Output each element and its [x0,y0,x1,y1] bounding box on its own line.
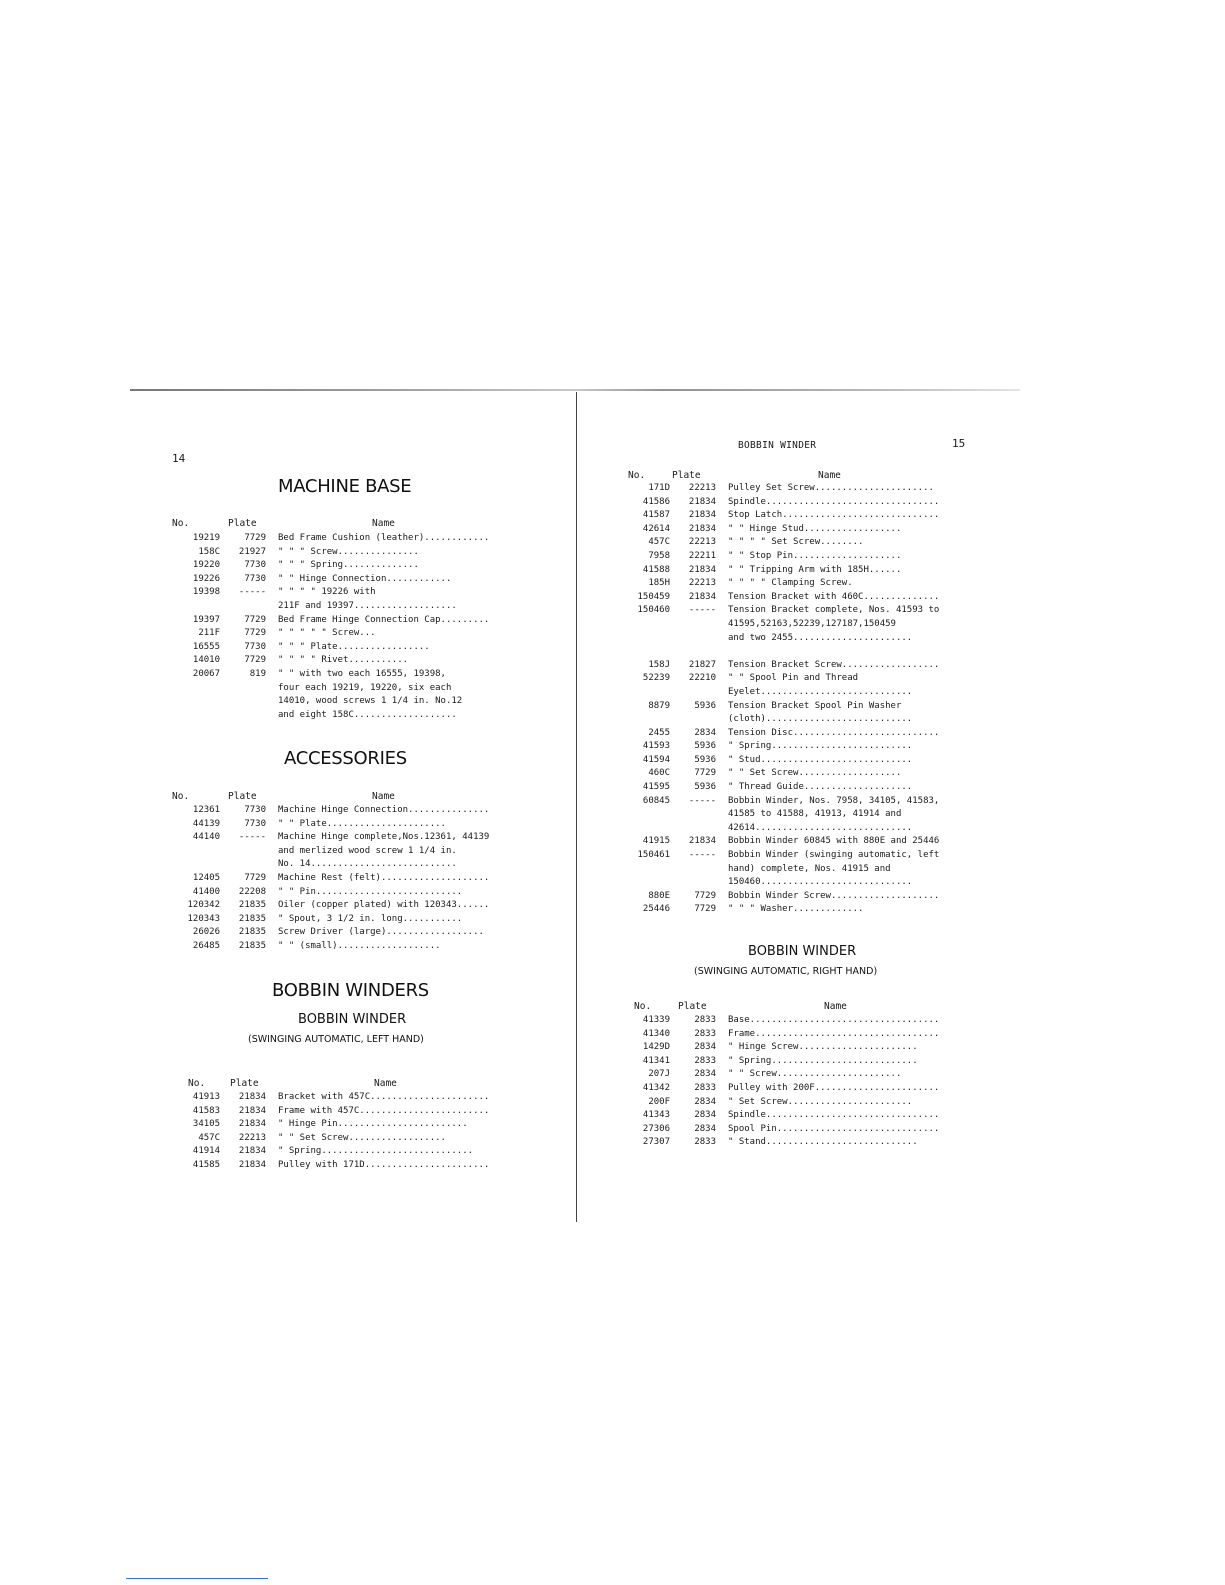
table-row [622,1123,982,1137]
plate-number: 21834 [688,836,716,847]
part-name: Bed Frame Cushion (leather)............ [278,533,490,543]
part-name: 14010, wood screws 1 1/4 in. No.12 [278,696,463,707]
table-row [622,1068,982,1082]
table-row [172,1132,532,1146]
header-plate: Plate [228,518,257,529]
table-row [172,695,532,709]
part-number: 44139 [192,818,220,829]
table-header [172,518,532,530]
plate-number: 7729 [694,904,716,915]
header-no: No. [172,518,190,529]
part-name: Tension Bracket Screw.................. [728,659,940,670]
part-name: " " Set Screw................... [728,768,902,779]
table-row [622,1055,982,1069]
parts-table-accessories [172,804,532,954]
table-row [622,1028,982,1042]
table-row [622,903,982,917]
plate-number: 7729 [244,628,266,639]
part-name: " " with two each 16555, 19398, [278,668,446,679]
table-row [622,686,982,700]
table-row [172,614,532,628]
header-name: Name [818,470,841,481]
part-name: Machine Hinge complete,Nos.12361, 44139 [278,832,490,843]
part-number: 41583 [192,1105,220,1116]
table-row [172,818,532,832]
part-name: Frame with 457C........................ [278,1105,490,1116]
part-name: " " Hinge Stud.................. [728,523,902,534]
plate-number: 21834 [238,1092,266,1102]
table-row [622,577,982,591]
part-name: Bracket with 457C...................... [278,1092,490,1102]
plate-number: 2834 [694,1110,716,1121]
part-number: 19219 [192,533,220,543]
plate-number: 2833 [694,1082,716,1093]
part-number: 460C [648,768,670,779]
plate-number: 22208 [238,886,266,897]
part-name: " Spring........................... [728,1055,918,1066]
table-row [172,1159,532,1173]
part-number: 41400 [192,886,220,897]
part-number: 27306 [642,1123,670,1134]
part-name: 211F and 19397................... [278,600,457,611]
plate-number: 22213 [688,537,716,548]
table-row [172,940,532,954]
plate-number: 2834 [694,1042,716,1053]
part-name: four each 19219, 19220, six each [278,682,452,693]
part-name: Tension Bracket complete, Nos. 41593 to [728,605,940,616]
part-number: 41585 [192,1159,220,1170]
part-number: 44140 [192,832,220,843]
table-row [622,536,982,550]
part-number: 158J [648,659,670,670]
plate-number: 5936 [694,700,716,711]
header-plate: Plate [228,791,257,802]
part-number: 880E [648,890,670,901]
part-number: 41341 [642,1055,670,1066]
part-name: 41595,52163,52239,127187,150459 [728,618,896,629]
part-number: 150460 [637,605,670,616]
part-name: " " Set Screw.................. [278,1132,446,1143]
table-row [622,713,982,727]
part-number: 457C [198,1132,220,1143]
table-row [622,876,982,890]
plate-number: 21835 [238,913,266,924]
part-name: " " " Plate................. [278,641,430,652]
part-name: Base................................... [728,1015,940,1025]
part-name: and two 2455...................... [728,632,913,643]
part-number: 26485 [192,940,220,951]
page-gutter [576,392,577,1222]
part-name: " Thread Guide.................... [728,782,913,793]
part-name: " " Pin........................... [278,886,463,897]
table-row [172,654,532,668]
part-name: " " " Washer............. [728,904,864,915]
parts-table-bobbin-winder-left-hand [172,1091,532,1173]
part-name: " " Screw....................... [728,1069,902,1080]
table-row [622,740,982,754]
part-name: " " " Screw............... [278,546,419,557]
part-number: 1429D [642,1042,670,1053]
part-number: 41587 [642,510,670,521]
part-name: Oiler (copper plated) with 120343...... [278,900,490,911]
part-name: Eyelet............................ [728,686,913,697]
part-number: 120343 [187,913,220,924]
part-name: " " Hinge Connection............ [278,573,452,584]
section-title-accessories: ACCESSORIES [284,748,407,769]
part-number: 26026 [192,927,220,938]
table-row [172,913,532,927]
plate-number: 2834 [694,1069,716,1080]
part-number: 41913 [192,1092,220,1102]
part-name: Bobbin Winder, Nos. 7958, 34105, 41583, [728,795,940,806]
part-number: 19220 [192,560,220,571]
part-name: Bed Frame Hinge Connection Cap......... [278,614,490,625]
running-head: BOBBIN WINDER [738,440,817,451]
table-row [622,618,982,632]
table-row [622,1096,982,1110]
table-row [172,872,532,886]
table-row [172,1145,532,1159]
parts-table-machine-base [172,532,532,722]
plate-number: 22213 [238,1132,266,1143]
part-name: " Spring.......................... [728,741,913,752]
header-name: Name [374,1078,397,1089]
plate-number: 7730 [244,560,266,571]
plate-number: ----- [688,850,716,861]
plate-number: 21834 [688,591,716,602]
plate-number: 21834 [688,496,716,507]
header-name: Name [372,791,395,802]
part-name: 41585 to 41588, 41913, 41914 and [728,809,902,820]
part-name: Tension Disc........................... [728,727,940,738]
part-number: 207J [648,1069,670,1080]
part-name: hand) complete, Nos. 41915 and [728,863,891,874]
table-row [622,835,982,849]
part-name: Bobbin Winder (swinging automatic, left [728,850,940,861]
table-row [622,659,982,673]
section-title-bobbin-winder-right: BOBBIN WINDER [748,944,857,959]
table-row [622,1041,982,1055]
bottom-rule [126,1578,268,1579]
plate-number: 21834 [238,1159,266,1170]
part-number: 120342 [187,900,220,911]
plate-number: 22213 [688,483,716,493]
part-number: 200F [648,1096,670,1107]
table-row [622,645,982,659]
plate-number: 7729 [694,768,716,779]
part-number: 41915 [642,836,670,847]
plate-number: 21835 [238,900,266,911]
header-no: No. [634,1001,652,1012]
section-caption: (SWINGING AUTOMATIC, RIGHT HAND) [694,966,878,977]
plate-number: 2833 [694,1137,716,1148]
part-number: 41342 [642,1082,670,1093]
part-number: 19397 [192,614,220,625]
part-number: 2455 [648,727,670,738]
table-row [622,767,982,781]
part-number: 16555 [192,641,220,652]
part-name: " " Spool Pin and Thread [728,673,859,684]
table-row [622,1109,982,1123]
part-name: " " Plate...................... [278,818,446,829]
part-number: 12405 [192,872,220,883]
part-number: 52239 [642,673,670,684]
part-number: 19226 [192,573,220,584]
part-number: 41586 [642,496,670,507]
table-row [172,858,532,872]
table-row [172,641,532,655]
table-header [628,470,988,482]
table-row [172,546,532,560]
part-name: Machine Rest (felt).................... [278,872,490,883]
header-plate: Plate [678,1001,707,1012]
part-number: 14010 [192,655,220,666]
plate-number: ----- [688,605,716,616]
plate-number: ----- [238,587,266,598]
plate-number: 21834 [238,1105,266,1116]
part-number: 41593 [642,741,670,752]
plate-number: 21835 [238,940,266,951]
table-row [172,1091,532,1105]
plate-number: 7729 [244,872,266,883]
part-name: " " " " " Screw... [278,628,376,639]
table-row [622,632,982,646]
part-name: Frame.................................. [728,1028,940,1039]
table-row [622,509,982,523]
table-row [172,926,532,940]
plate-number: ----- [688,795,716,806]
table-row [622,1014,982,1028]
plate-number: ----- [238,832,266,843]
table-row [622,890,982,904]
table-row [172,600,532,614]
plate-number: 5936 [694,782,716,793]
part-name: 150460............................ [728,877,913,888]
part-name: Screw Driver (large).................. [278,927,484,938]
parts-table-bobbin-winder-right-hand [622,1014,982,1150]
plate-number: 7730 [244,818,266,829]
table-row [622,672,982,686]
plate-number: 2834 [694,1096,716,1107]
part-number: 41595 [642,782,670,793]
plate-number: 22210 [688,673,716,684]
part-number: 41339 [642,1015,670,1025]
table-row [622,781,982,795]
table-row [622,863,982,877]
table-row [622,604,982,618]
part-name: Pulley with 200F....................... [728,1082,940,1093]
plate-number: 7729 [694,890,716,901]
header-no: No. [188,1078,206,1089]
part-name: No. 14........................... [278,859,457,870]
part-name: Pulley with 171D....................... [278,1159,490,1170]
part-number: 19398 [192,587,220,598]
table-row [622,523,982,537]
part-name: Spindle................................ [728,496,940,507]
header-name: Name [372,518,395,529]
plate-number: 2833 [694,1015,716,1025]
plate-number: 2834 [694,727,716,738]
plate-number: 21834 [238,1146,266,1157]
part-name: " " " " Rivet........... [278,655,409,666]
table-row [622,564,982,578]
header-plate: Plate [230,1078,259,1089]
table-row [622,795,982,809]
plate-number: 21834 [688,564,716,575]
table-row [172,682,532,696]
table-row [172,1118,532,1132]
table-row [622,496,982,510]
part-number: 41594 [642,754,670,765]
part-name: " Set Screw....................... [728,1096,913,1107]
plate-number: 21834 [238,1119,266,1130]
section-title-machine-base: MACHINE BASE [278,476,412,497]
part-number: 41343 [642,1110,670,1121]
part-name: " " (small)................... [278,940,441,951]
plate-number: 7729 [244,655,266,666]
part-number: 41914 [192,1146,220,1157]
table-row [172,831,532,845]
part-name: " " " " Set Screw........ [728,537,864,548]
table-row [172,586,532,600]
part-name: " Spout, 3 1/2 in. long........... [278,913,463,924]
table-row [622,591,982,605]
plate-number: 5936 [694,741,716,752]
part-name: Pulley Set Screw...................... [728,483,934,493]
table-row [622,808,982,822]
part-number: 7958 [648,550,670,561]
header-no: No. [628,470,646,481]
table-row [622,482,982,496]
section-title-bobbin-winders: BOBBIN WINDERS [272,980,429,1001]
page-number: 15 [952,437,966,450]
part-number: 27307 [642,1137,670,1148]
plate-number: 2833 [694,1055,716,1066]
part-name: and eight 158C................... [278,709,457,720]
part-name: Tension Bracket Spool Pin Washer [728,700,902,711]
part-name: (cloth)........................... [728,714,913,725]
table-row [172,709,532,723]
subsection-title: BOBBIN WINDER [298,1012,407,1027]
plate-number: 5936 [694,754,716,765]
part-number: 60845 [642,795,670,806]
part-number: 185H [648,578,670,589]
plate-number: 21834 [688,523,716,534]
table-row [622,822,982,836]
table-row [172,573,532,587]
table-header [188,1078,548,1090]
table-row [172,532,532,546]
part-number: 158C [198,546,220,557]
part-name: Bobbin Winder Screw.................... [728,890,940,901]
part-number: 41588 [642,564,670,575]
part-name: and merlized wood screw 1 1/4 in. [278,845,457,856]
table-row [172,845,532,859]
part-name: Spindle................................ [728,1110,940,1121]
table-row [172,1105,532,1119]
table-row [622,754,982,768]
plate-number: 7729 [244,533,266,543]
part-name: Stop Latch............................. [728,510,940,521]
part-name: Spool Pin.............................. [728,1123,940,1134]
table-row [622,1136,982,1150]
part-number: 8879 [648,700,670,711]
table-row [622,550,982,564]
part-name: Bobbin Winder 60845 with 880E and 25446 [728,836,940,847]
part-name: " " " " 19226 with [278,587,376,598]
header-no: No. [172,791,190,802]
plate-number: 7730 [244,573,266,584]
part-name: " " Tripping Arm with 185H...... [728,564,902,575]
part-number: 150461 [637,850,670,861]
table-row [172,559,532,573]
plate-number: 819 [249,668,266,679]
plate-number: 22213 [688,578,716,589]
table-header [172,791,532,803]
part-name: 42614............................. [728,822,913,833]
part-name: " Stand............................ [728,1137,918,1148]
part-number: 25446 [642,904,670,915]
part-number: 211F [198,628,220,639]
part-number: 41340 [642,1028,670,1039]
part-name: " " Stop Pin.................... [728,550,902,561]
page-number: 14 [172,452,186,465]
table-row [172,804,532,818]
part-name: " Hinge Screw...................... [728,1042,918,1053]
part-name: " " " " Clamping Screw. [728,578,853,589]
part-name: Tension Bracket with 460C.............. [728,591,940,602]
table-row [172,886,532,900]
part-number: 171D [648,483,670,493]
table-row [622,849,982,863]
part-name: Machine Hinge Connection............... [278,805,490,815]
table-header [634,1001,994,1013]
table-row [622,727,982,741]
plate-number: 21927 [238,546,266,557]
part-name: " " " Spring.............. [278,560,419,571]
plate-number: 2833 [694,1028,716,1039]
header-plate: Plate [672,470,701,481]
part-number: 12361 [192,805,220,815]
part-name: " Stud............................ [728,754,913,765]
parts-table-bobbin-winder-continued [622,482,982,917]
plate-number: 7730 [244,805,266,815]
part-number: 150459 [637,591,670,602]
part-number: 42614 [642,523,670,534]
plate-number: 2834 [694,1123,716,1134]
plate-number: 21827 [688,659,716,670]
part-number: 20067 [192,668,220,679]
table-row [172,627,532,641]
scan-edge-line [130,389,1020,391]
table-row [622,700,982,714]
subsection-caption: (SWINGING AUTOMATIC, LEFT HAND) [248,1034,424,1045]
part-name: " Spring............................ [278,1146,474,1157]
plate-number: 21834 [688,510,716,521]
part-number: 457C [648,537,670,548]
header-name: Name [824,1001,847,1012]
plate-number: 22211 [688,550,716,561]
part-name: " Hinge Pin........................ [278,1119,468,1130]
plate-number: 7730 [244,641,266,652]
table-row [622,1082,982,1096]
table-row [172,899,532,913]
plate-number: 7729 [244,614,266,625]
table-row [172,668,532,682]
part-number: 34105 [192,1119,220,1130]
plate-number: 21835 [238,927,266,938]
